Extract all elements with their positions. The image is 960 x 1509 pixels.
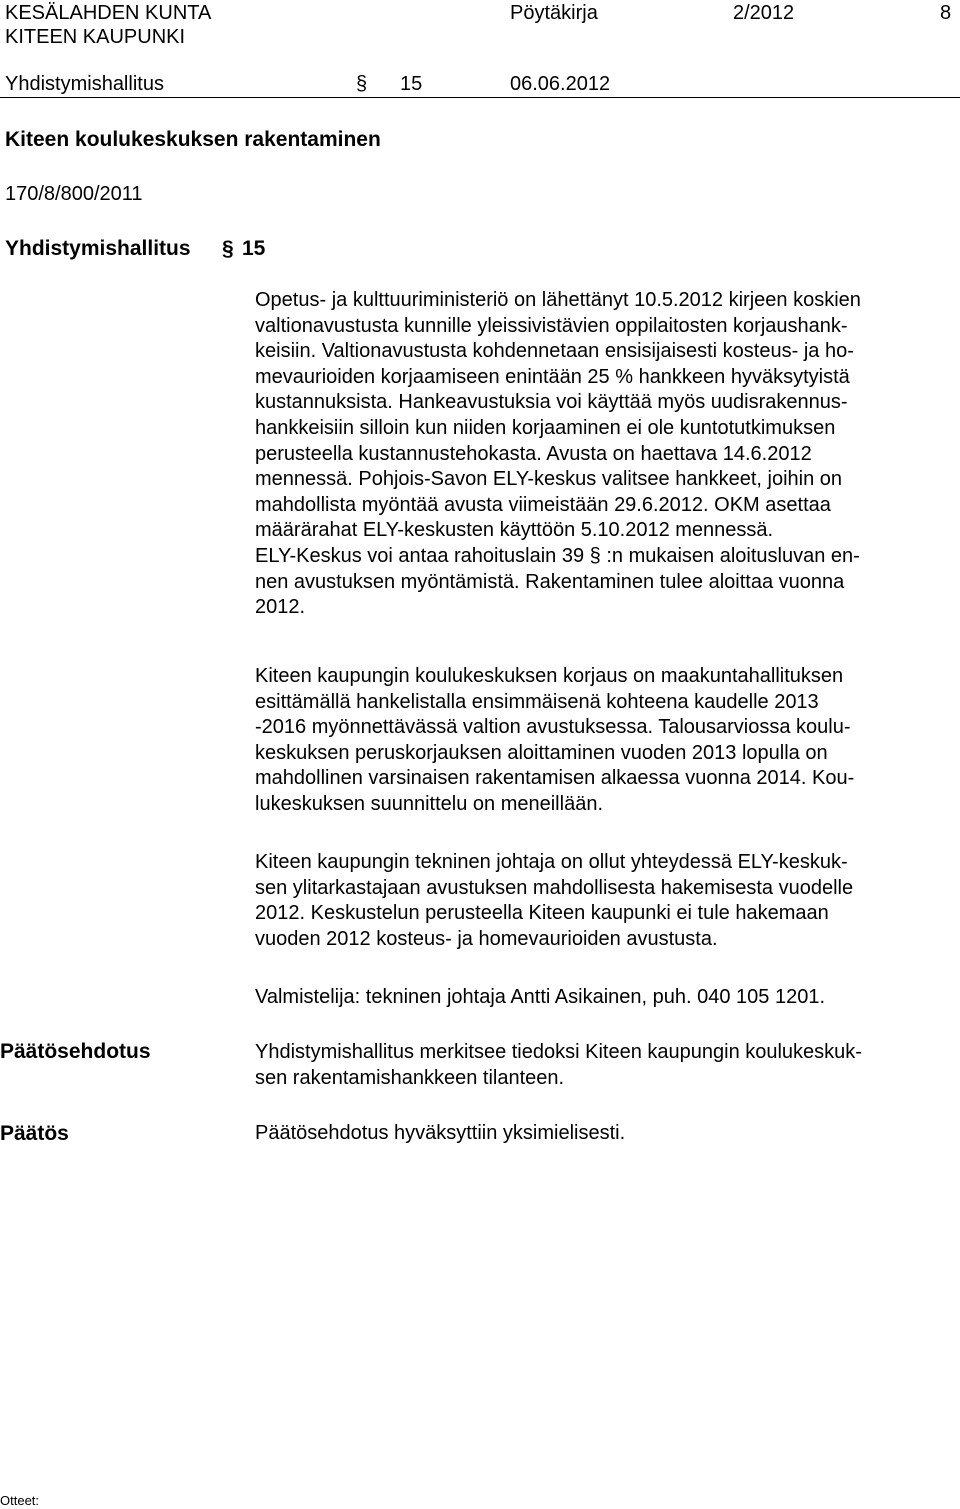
item-board-name: Yhdistymishallitus (5, 237, 191, 260)
document-number: 2/2012 (733, 2, 795, 24)
text-line: sen ylitarkastajaan avustuksen mahdollisesta hakemisesta vuodelle (255, 876, 854, 899)
text-line: Päätösehdotus hyväksyttiin yksimielisesti. (255, 1122, 626, 1144)
paragraph-ministry-letter (255, 288, 960, 621)
text-line: nen avustuksen myöntämistä. Rakentaminen tulee aloittaa vuonna (255, 570, 845, 593)
preparer-line (255, 985, 960, 1011)
text-line: 2012. (255, 596, 306, 619)
text-line: Opetus- ja kulttuuriministeriö on lähettänyt 10.5.2012 kirjeen koskien (255, 289, 861, 311)
decision-text (255, 1121, 960, 1147)
header-section-number: 15 (400, 73, 423, 95)
text-line: mahdollinen varsinaisen rakentamisen alkaessa vuonna 2014. Kou- (255, 767, 855, 790)
municipality-name-1: KESÄLAHDEN KUNTA (5, 2, 212, 24)
text-line: mennessä. Pohjois-Savon ELY-keskus valitsee hankkeet, joihin on (255, 468, 843, 491)
header-divider (0, 97, 960, 98)
item-title: Kiteen koulukeskuksen rakentaminen (5, 128, 381, 151)
paragraph-technical-director (255, 850, 960, 952)
header-board-name: Yhdistymishallitus (5, 73, 164, 95)
text-line: lukeskuksen suunnittelu on meneillään. (255, 792, 603, 815)
meeting-date: 06.06.2012 (510, 73, 611, 95)
text-line: mahdollista myöntää avusta viimeistään 29.6.2012. OKM asettaa (255, 493, 831, 516)
text-line: keisiin. Valtionavustusta kohdennetaan ensisijaisesti kosteus- ja ho- (255, 340, 854, 363)
text-line: ELY-Keskus voi antaa rahoituslain 39 § :n mukaisen aloitusluvan en- (255, 544, 860, 567)
text-line: Valmistelija: tekninen johtaja Antti Asikainen, puh. 040 105 1201. (255, 986, 826, 1008)
text-line: sen rakentamishankkeen tilanteen. (255, 1066, 565, 1089)
text-line: perusteella kustannustehokasta. Avusta on haettava 14.6.2012 (255, 442, 812, 465)
text-line: valtionavustusta kunnille yleissivistävien oppilaitosten korjaushank- (255, 314, 848, 337)
item-section-number: 15 (242, 237, 266, 260)
text-line: hankkeisiin silloin kun niiden korjaaminen ei ole kuntotutkimuksen (255, 416, 836, 439)
footer-extracts-label: Otteet: (0, 1493, 40, 1508)
text-line: 2012. Keskustelun perusteella Kiteen kaupunki ei tule hakemaan (255, 902, 829, 925)
text-line: Kiteen kaupungin tekninen johtaja on ollut yhteydessä ELY-keskuk- (255, 851, 848, 873)
text-line: esittämällä hankelistalla ensimmäisenä kohteena kaudelle 2013 (255, 690, 819, 713)
text-line: keskuksen peruskorjauksen aloittaminen vuoden 2013 lopulla on (255, 741, 828, 764)
text-line: Yhdistymishallitus merkitsee tiedoksi Kiteen kaupungin koulukeskuk- (255, 1041, 862, 1063)
document-type: Pöytäkirja (510, 2, 598, 24)
municipality-name-2: KITEEN KAUPUNKI (5, 26, 186, 48)
page-number: 8 (940, 2, 952, 24)
decision-label: Päätös (0, 1122, 69, 1145)
text-line: määrärahat ELY-keskusten käyttöön 5.10.2012 mennessä. (255, 519, 774, 542)
text-line: kustannuksista. Hankeavustuksia voi käyttää myös uudisrakennus- (255, 391, 848, 414)
text-line: mevaurioiden korjaamiseen enintään 25 % hankkeen hyväksytyistä (255, 365, 850, 388)
proposal-label: Päätösehdotus (0, 1040, 151, 1063)
proposal-text (255, 1040, 960, 1091)
header-section-sign: § (356, 73, 368, 95)
text-line: Kiteen kaupungin koulukeskuksen korjaus on maakuntahallituksen (255, 665, 844, 687)
text-line: vuoden 2012 kosteus- ja homevaurioiden avustusta. (255, 927, 718, 950)
paragraph-project-list (255, 664, 960, 818)
text-line: -2016 myönnettävässä valtion avustuksessa. Talousarviossa koulu- (255, 716, 851, 739)
record-number: 170/8/800/2011 (5, 183, 143, 205)
item-section-sign: § (222, 237, 234, 260)
